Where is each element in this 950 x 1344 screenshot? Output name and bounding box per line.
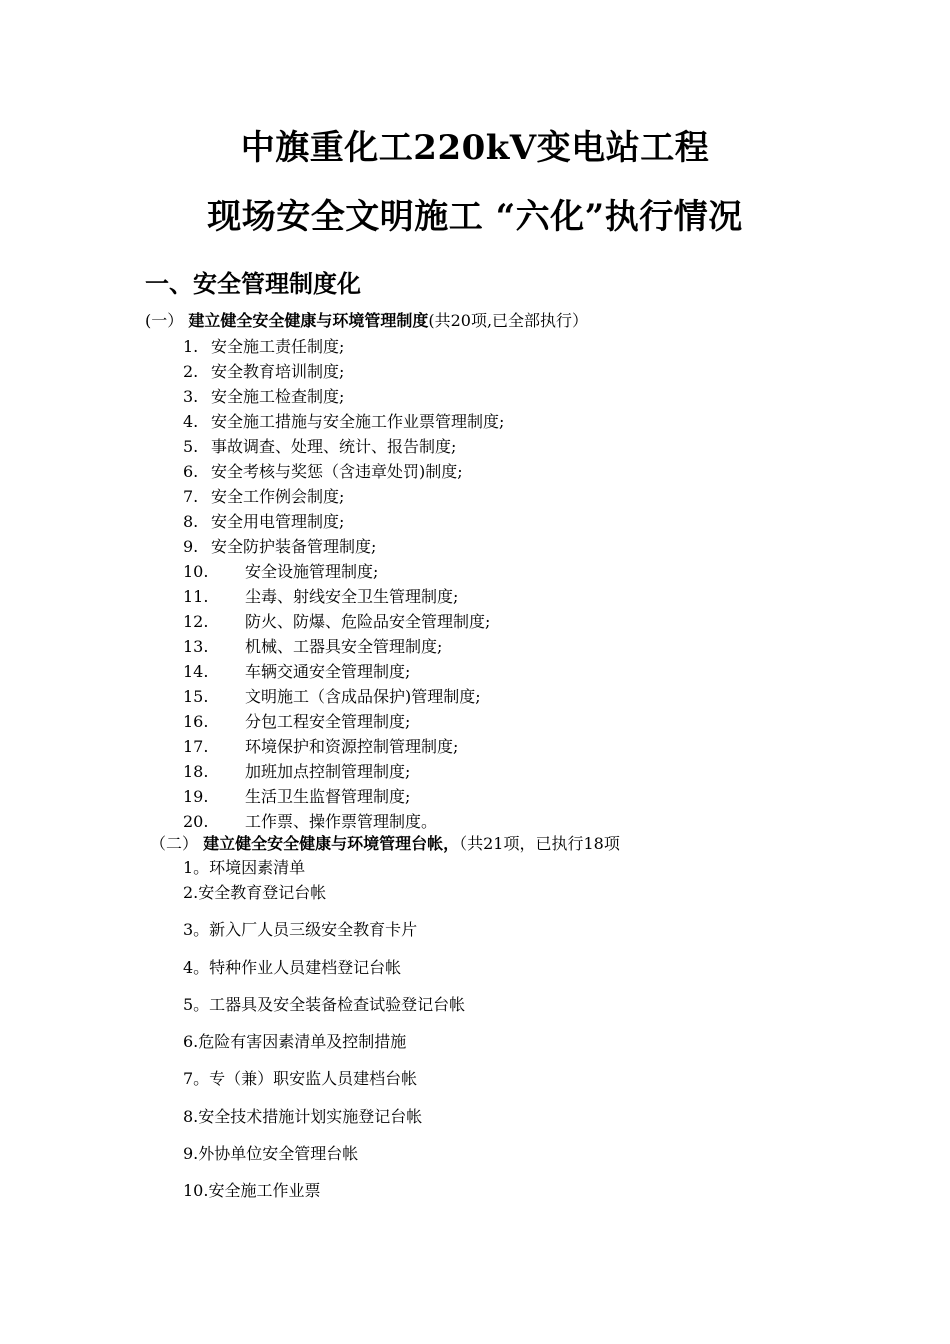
rules-list (183, 336, 504, 836)
list-item-number: 18. (183, 762, 209, 781)
list-item (183, 361, 504, 386)
list-item (183, 411, 504, 436)
section-heading: 一、安全管理制度化 (145, 269, 361, 298)
list-item-number: 9. (183, 537, 199, 556)
list-item (183, 761, 504, 786)
list-item-number: 17. (183, 737, 209, 756)
list-item: 4。特种作业人员建档登记台帐 (183, 957, 402, 977)
list-item-number: 12. (183, 612, 209, 631)
list-item (183, 486, 504, 511)
list-item (183, 711, 504, 736)
list-item (183, 586, 504, 611)
list-item-text: 安全施工措施与安全施工作业票管理制度; (211, 412, 505, 431)
list-item (183, 386, 504, 411)
list-item-text: 防火、防爆、危险品安全管理制度; (245, 612, 491, 631)
list-item: 3。新入厂人员三级安全教育卡片 (183, 920, 418, 940)
list-item: 8.安全技术措施计划实施登记台帐 (183, 1106, 423, 1126)
list-item-text: 安全施工检查制度; (211, 387, 345, 406)
list-item (183, 511, 504, 536)
list-item-text: 生活卫生监督管理制度; (245, 787, 411, 806)
list-item-number: 4. (183, 412, 199, 431)
list-item-text: 环境保护和资源控制管理制度; (245, 737, 459, 756)
list-item-number: 1. (183, 337, 199, 356)
list-item-text: 文明施工（含成品保护)管理制度; (245, 687, 481, 706)
list-item: 2.安全教育登记台帐 (183, 883, 327, 902)
document-subtitle: 现场安全文明施工 “六化”执行情况 (207, 197, 743, 237)
list-item (183, 636, 504, 661)
list-item-text: 安全考核与奖惩（含违章处罚)制度; (211, 462, 463, 481)
subsection-prefix: （二） (150, 834, 204, 853)
list-item-text: 加班加点控制管理制度; (245, 762, 411, 781)
subsection-heading-2 (150, 833, 620, 855)
list-item (183, 536, 504, 561)
list-item-text: 工作票、操作票管理制度。 (245, 812, 438, 831)
subsection-title: 建立健全安全健康与环境管理台帐， (203, 834, 460, 853)
list-item-text: 机械、工器具安全管理制度; (245, 637, 443, 656)
list-item-number: 8. (183, 512, 199, 531)
list-item-text: 安全施工责任制度; (211, 337, 345, 356)
list-item-text: 安全教育培训制度; (211, 362, 345, 381)
list-item-number: 10. (183, 562, 209, 581)
list-item-number: 6. (183, 462, 199, 481)
list-item-number: 7. (183, 487, 199, 506)
subsection-title: 建立健全安全健康与环境管理制度 (188, 311, 429, 330)
list-item-text: 安全设施管理制度; (245, 562, 379, 581)
subsection-heading-1 (145, 310, 588, 332)
list-item: 5。工器具及安全装备检查试验登记台帐 (183, 994, 466, 1014)
list-item-text: 安全用电管理制度; (211, 512, 345, 531)
list-item (183, 336, 504, 361)
subsection-prefix: (一） (145, 311, 189, 330)
list-item: 7。专（兼）职安监人员建档台帐 (183, 1069, 418, 1089)
list-item (183, 611, 504, 636)
list-item: 9.外协单位安全管理台帐 (183, 1144, 359, 1164)
list-item: 10.安全施工作业票 (183, 1181, 321, 1201)
list-item (183, 786, 504, 811)
list-item-number: 14. (183, 662, 209, 681)
list-item-number: 5. (183, 437, 199, 456)
subsection-note: (共20项,已全部执行） (428, 311, 589, 330)
ledger-list (183, 857, 465, 1218)
list-item-text: 尘毒、射线安全卫生管理制度; (245, 587, 459, 606)
list-item (183, 461, 504, 486)
document-title: 中旗重化工220kV变电站工程 (240, 128, 710, 168)
list-item-text: 车辆交通安全管理制度; (245, 662, 411, 681)
list-item-text: 安全工作例会制度; (211, 487, 345, 506)
list-item (183, 736, 504, 761)
list-item-text: 安全防护装备管理制度; (211, 537, 377, 556)
list-item (183, 561, 504, 586)
subsection-note: （共21项，已执行18项 (459, 834, 620, 853)
list-item-number: 13. (183, 637, 209, 656)
list-item-number: 16. (183, 712, 209, 731)
list-item-number: 3. (183, 387, 199, 406)
list-item (183, 661, 504, 686)
list-item: 6.危险有害因素清单及控制措施 (183, 1032, 407, 1052)
list-item-number: 20. (183, 812, 209, 831)
list-item-number: 11. (183, 587, 209, 606)
list-item-text: 事故调查、处理、统计、报告制度; (211, 437, 457, 456)
list-item: 1。环境因素清单 (183, 858, 306, 877)
list-item-number: 19. (183, 787, 209, 806)
list-item-number: 2. (183, 362, 199, 381)
list-item (183, 436, 504, 461)
list-item-text: 分包工程安全管理制度; (245, 712, 411, 731)
list-item (183, 686, 504, 711)
list-item-number: 15. (183, 687, 209, 706)
